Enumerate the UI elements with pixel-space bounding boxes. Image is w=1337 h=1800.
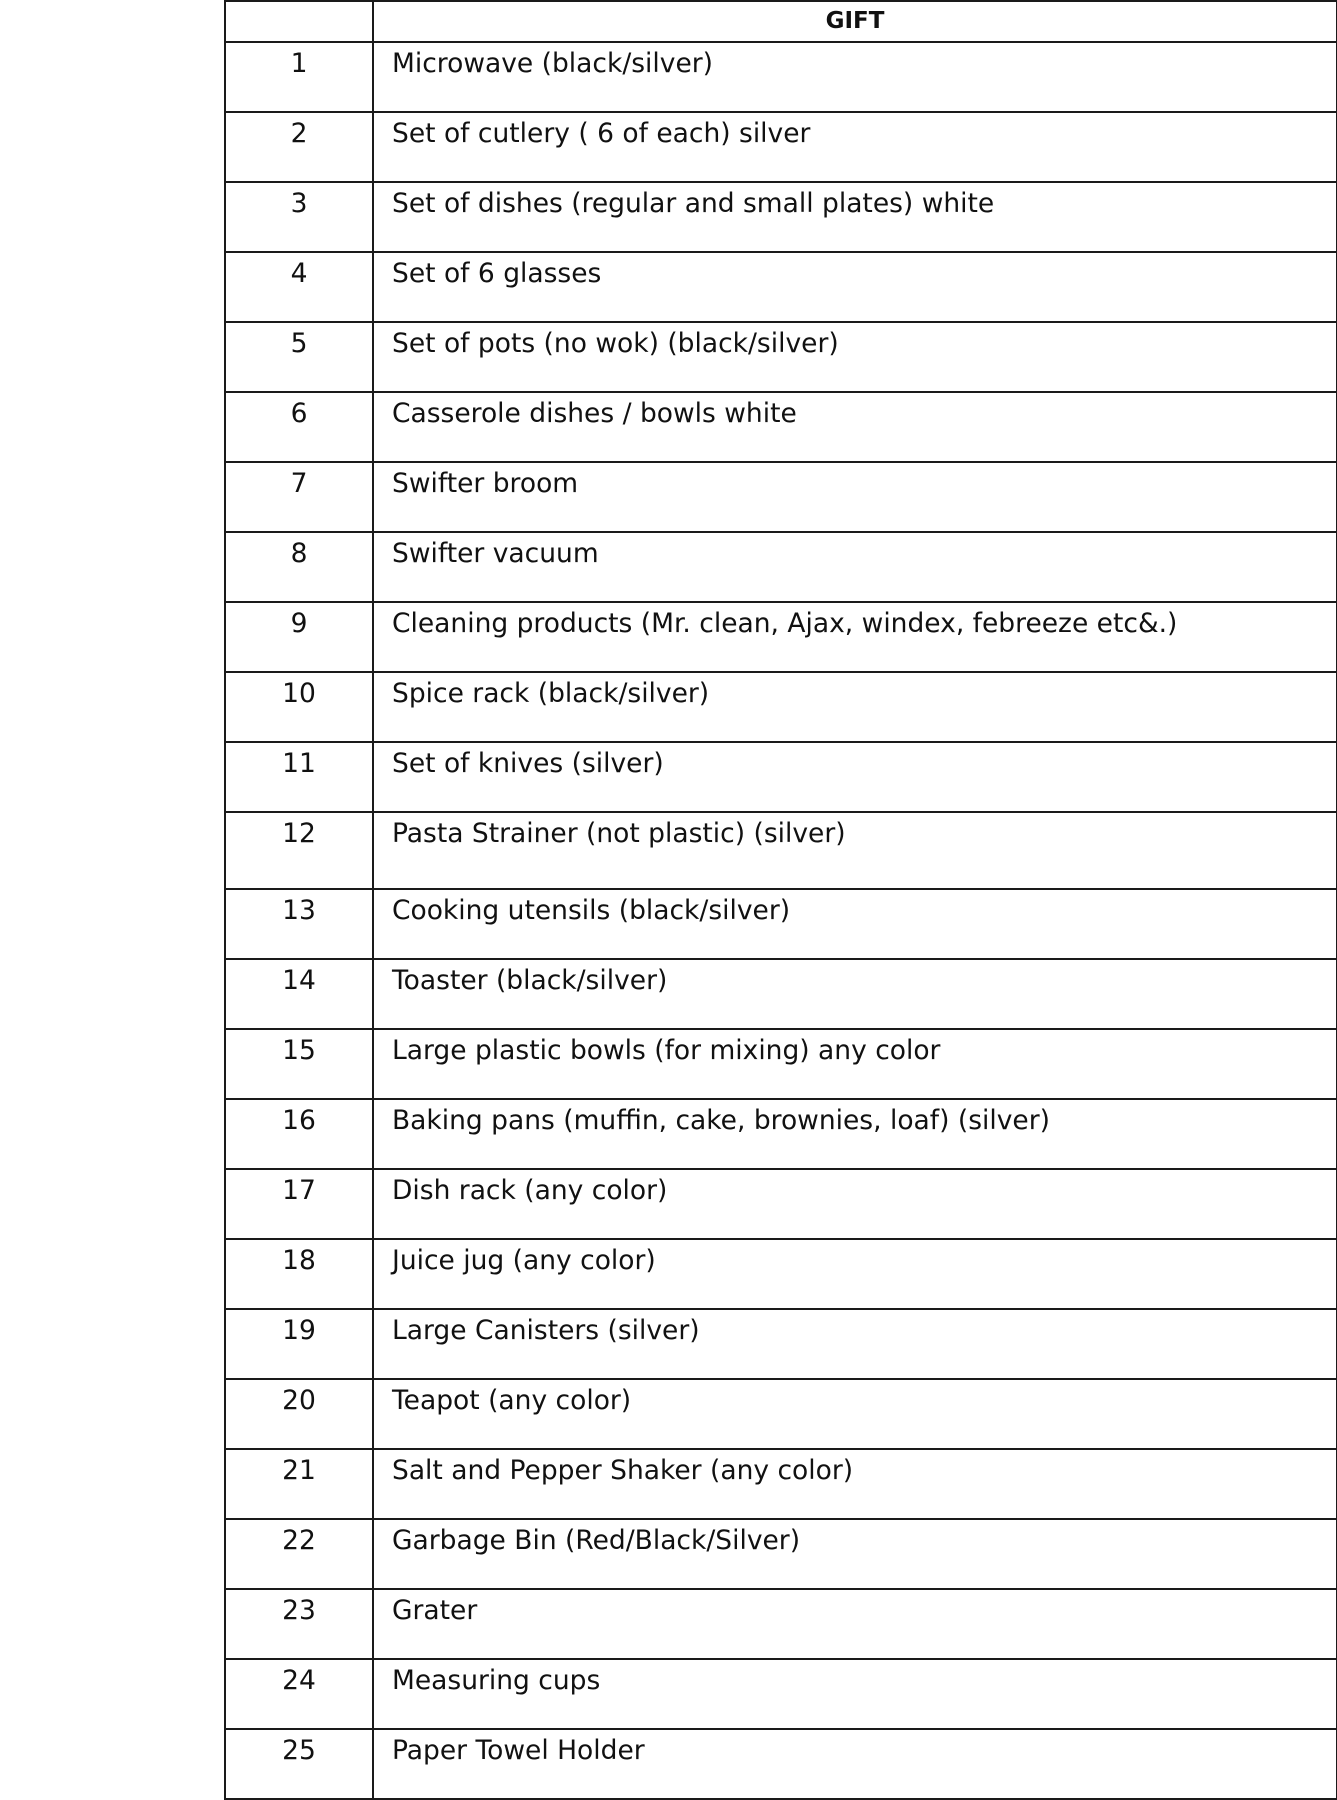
gift-item: Large plastic bowls (for mixing) any color	[373, 1029, 1337, 1099]
gift-item: Toaster (black/silver)	[373, 959, 1337, 1029]
row-number: 19	[225, 1309, 373, 1379]
gift-item: Dish rack (any color)	[373, 1169, 1337, 1239]
row-number: 23	[225, 1589, 373, 1659]
gift-item: Garbage Bin (Red/Black/Silver)	[373, 1519, 1337, 1589]
table-row	[225, 532, 1337, 602]
gift-item: Microwave (black/silver)	[373, 42, 1337, 112]
gift-item: Juice jug (any color)	[373, 1239, 1337, 1309]
row-number: 2	[225, 112, 373, 182]
row-number: 9	[225, 602, 373, 672]
row-number: 11	[225, 742, 373, 812]
row-number: 17	[225, 1169, 373, 1239]
table-row	[225, 392, 1337, 462]
gift-item: Set of dishes (regular and small plates) white	[373, 182, 1337, 252]
number-column-header	[225, 1, 373, 42]
row-number: 1	[225, 42, 373, 112]
row-number: 13	[225, 889, 373, 959]
table-row	[225, 959, 1337, 1029]
gift-item: Large Canisters (silver)	[373, 1309, 1337, 1379]
table-row	[225, 322, 1337, 392]
table-row	[225, 602, 1337, 672]
gift-item: Grater	[373, 1589, 1337, 1659]
table-header-row	[225, 1, 1337, 42]
row-number: 22	[225, 1519, 373, 1589]
table-row	[225, 112, 1337, 182]
table-row	[225, 1659, 1337, 1729]
table-row	[225, 182, 1337, 252]
gift-item: Casserole dishes / bowls white	[373, 392, 1337, 462]
table-row	[225, 252, 1337, 322]
row-number: 6	[225, 392, 373, 462]
table-row	[225, 672, 1337, 742]
gift-table	[224, 0, 1337, 1800]
gift-item: Swifter broom	[373, 462, 1337, 532]
table-row	[225, 1729, 1337, 1799]
row-number: 12	[225, 812, 373, 889]
row-number: 8	[225, 532, 373, 602]
row-number: 7	[225, 462, 373, 532]
gift-item: Set of pots (no wok) (black/silver)	[373, 322, 1337, 392]
gift-item: Set of cutlery ( 6 of each) silver	[373, 112, 1337, 182]
row-number: 4	[225, 252, 373, 322]
row-number: 15	[225, 1029, 373, 1099]
table-row	[225, 889, 1337, 959]
table-row	[225, 1029, 1337, 1099]
row-number: 24	[225, 1659, 373, 1729]
table-row	[225, 1309, 1337, 1379]
gift-item: Pasta Strainer (not plastic) (silver)	[373, 812, 1337, 889]
row-number: 20	[225, 1379, 373, 1449]
row-number: 3	[225, 182, 373, 252]
gift-item: Set of 6 glasses	[373, 252, 1337, 322]
gift-item: Baking pans (muffin, cake, brownies, loaf) (silver)	[373, 1099, 1337, 1169]
row-number: 18	[225, 1239, 373, 1309]
table-row	[225, 1099, 1337, 1169]
table-row	[225, 1169, 1337, 1239]
table-row	[225, 42, 1337, 112]
table-row	[225, 1379, 1337, 1449]
table-row	[225, 1239, 1337, 1309]
table-row	[225, 462, 1337, 532]
gift-item: Cleaning products (Mr. clean, Ajax, windex, febreeze etc&.)	[373, 602, 1337, 672]
row-number: 10	[225, 672, 373, 742]
gift-item: Swifter vacuum	[373, 532, 1337, 602]
gift-item: Measuring cups	[373, 1659, 1337, 1729]
gift-item: Salt and Pepper Shaker (any color)	[373, 1449, 1337, 1519]
table-body	[225, 42, 1337, 1799]
row-number: 5	[225, 322, 373, 392]
gift-column-header: GIFT	[373, 1, 1337, 42]
gift-item: Spice rack (black/silver)	[373, 672, 1337, 742]
table-row	[225, 742, 1337, 812]
table-row	[225, 812, 1337, 889]
row-number: 21	[225, 1449, 373, 1519]
row-number: 25	[225, 1729, 373, 1799]
row-number: 16	[225, 1099, 373, 1169]
gift-item: Cooking utensils (black/silver)	[373, 889, 1337, 959]
gift-item: Teapot (any color)	[373, 1379, 1337, 1449]
row-number: 14	[225, 959, 373, 1029]
table-row	[225, 1519, 1337, 1589]
table-row	[225, 1449, 1337, 1519]
gift-item: Set of knives (silver)	[373, 742, 1337, 812]
gift-item: Paper Towel Holder	[373, 1729, 1337, 1799]
